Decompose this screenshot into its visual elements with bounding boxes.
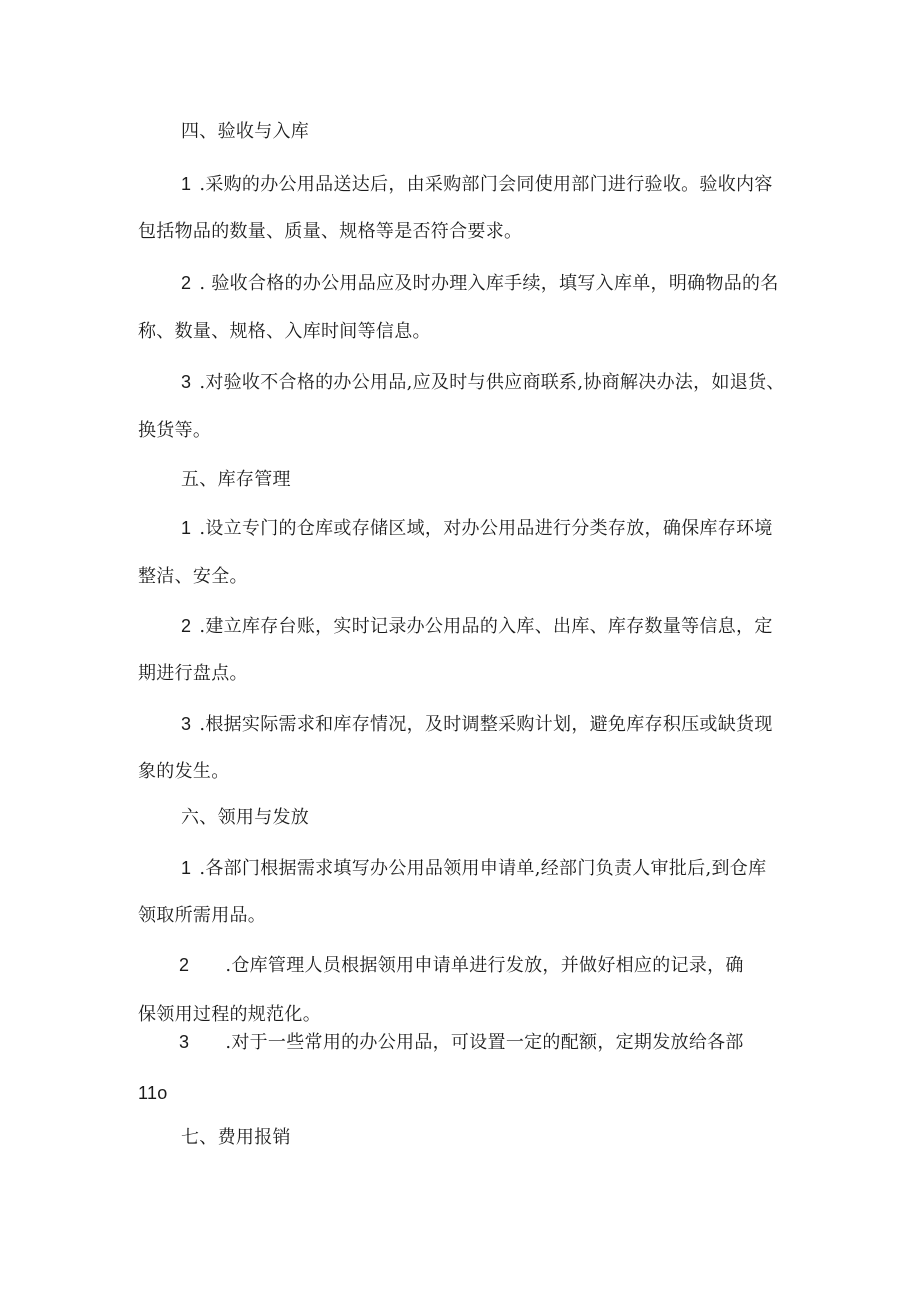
item-continuation: 称、数量、规格、入库时间等信息。	[138, 321, 431, 342]
list-item	[181, 614, 773, 639]
item-text: .采购的办公用品送达后，由采购部门会同使用部门进行验收。验收内容	[199, 174, 773, 195]
section-heading: 五、库存管理	[181, 469, 291, 490]
item-continuation: 期进行盘点。	[138, 663, 248, 684]
item-text: .对于一些常用的办公用品，可设置一定的配额，定期发放给各部	[225, 1032, 744, 1053]
item-text: .各部门根据需求填写办公用品领用申请单,经部门负责人审批后,到仓库	[199, 858, 767, 879]
list-item	[181, 712, 773, 737]
item-number: 1	[181, 174, 192, 194]
list-item	[181, 271, 779, 296]
list-item	[179, 953, 744, 978]
item-text: .设立专门的仓库或存储区域，对办公用品进行分类存放，确保库存环境	[199, 518, 773, 539]
item-text: .建立库存台账，实时记录办公用品的入库、出库、库存数量等信息，定	[199, 616, 773, 637]
item-text: .根据实际需求和库存情况，及时调整采购计划，避免库存积压或缺货现	[199, 714, 773, 735]
item-text: .对验收不合格的办公用品,应及时与供应商联系,协商解决办法，如退货、	[199, 372, 785, 393]
list-item	[181, 856, 766, 881]
list-item	[179, 1030, 744, 1055]
item-number: 2	[179, 955, 190, 975]
item-continuation: 领取所需用品。	[138, 905, 267, 926]
item-continuation: 包括物品的数量、质量、规格等是否符合要求。	[138, 221, 523, 242]
section-heading: 四、验收与入库	[181, 121, 310, 142]
item-continuation: 整洁、安全。	[138, 566, 248, 587]
item-text: .仓库管理人员根据领用申请单进行发放，并做好相应的记录，确	[225, 955, 744, 976]
section-heading: 六、领用与发放	[181, 807, 310, 828]
list-item	[181, 370, 785, 395]
item-number: 3	[181, 372, 192, 392]
item-continuation: 换货等。	[138, 420, 212, 441]
item-text: . 验收合格的办公用品应及时办理入库手续，填写入库单，明确物品的名	[199, 273, 779, 294]
list-item	[181, 172, 773, 197]
item-number: 1	[181, 518, 192, 538]
item-continuation: 保领用过程的规范化。	[138, 1004, 321, 1025]
item-continuation: 象的发生。	[138, 761, 230, 782]
section-heading: 七、费用报销	[181, 1127, 291, 1148]
item-number: 1	[181, 858, 192, 878]
item-number: 3	[179, 1032, 190, 1052]
item-number: 3	[181, 714, 192, 734]
item-number: 2	[181, 616, 192, 636]
list-item	[181, 516, 773, 541]
item-number: 2	[181, 273, 192, 293]
item-continuation: 11o	[138, 1083, 168, 1103]
